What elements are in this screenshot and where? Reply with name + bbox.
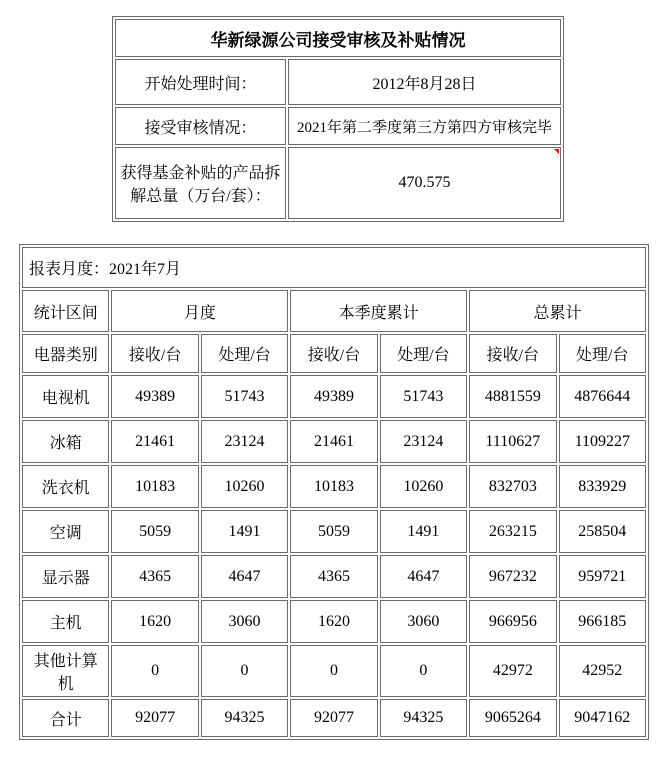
value-cell: 4876644	[559, 375, 646, 418]
value-cell: 1109227	[559, 420, 646, 463]
comment-marker-icon	[554, 149, 559, 154]
value-cell: 3060	[380, 600, 467, 643]
value-cell: 4647	[380, 555, 467, 598]
value-cell: 51743	[201, 375, 288, 418]
table-row	[22, 290, 646, 332]
table-row	[115, 147, 561, 219]
value-cell: 21461	[111, 420, 198, 463]
table-row	[22, 247, 646, 288]
summary-row-value	[288, 147, 561, 219]
value-cell: 9065264	[469, 699, 556, 737]
report-month-cell: 报表月度：2021年7月	[22, 247, 646, 288]
value-cell: 5059	[111, 510, 198, 553]
summary-row-label: 获得基金补贴的产品拆解总量（万台/套）：	[115, 147, 286, 219]
value-cell: 1620	[111, 600, 198, 643]
value-cell: 49389	[290, 375, 377, 418]
value-cell: 10260	[380, 465, 467, 508]
value-cell: 966185	[559, 600, 646, 643]
unit-header-cell: 处理/台	[559, 334, 646, 373]
summary-title: 华新绿源公司接受审核及补贴情况	[115, 19, 561, 57]
value-cell: 9047162	[559, 699, 646, 737]
value-cell: 10260	[201, 465, 288, 508]
value-cell: 92077	[290, 699, 377, 737]
unit-header-cell: 接收/台	[290, 334, 377, 373]
value-cell: 832703	[469, 465, 556, 508]
unit-header-cell: 接收/台	[469, 334, 556, 373]
table-row	[22, 465, 646, 508]
value-cell: 23124	[201, 420, 288, 463]
summary-row-label: 开始处理时间：	[115, 59, 286, 105]
value-cell: 42972	[469, 645, 556, 697]
value-cell: 3060	[201, 600, 288, 643]
table-row	[22, 420, 646, 463]
unit-header-cell: 处理/台	[201, 334, 288, 373]
value-cell: 21461	[290, 420, 377, 463]
group-header-total: 总累计	[469, 290, 646, 332]
summary-row-value: 2021年第二季度第三方第四方审核完毕	[288, 107, 561, 145]
table-row	[115, 107, 561, 145]
monthly-report-table	[19, 244, 649, 740]
table-row	[115, 19, 561, 57]
category-cell: 空调	[22, 510, 109, 553]
table-row	[22, 699, 646, 737]
table-row	[22, 375, 646, 418]
value-cell: 1620	[290, 600, 377, 643]
value-cell: 0	[201, 645, 288, 697]
value-cell: 4881559	[469, 375, 556, 418]
value-cell: 94325	[201, 699, 288, 737]
unit-header-cell: 处理/台	[380, 334, 467, 373]
value-cell: 959721	[559, 555, 646, 598]
unit-header-cell: 接收/台	[111, 334, 198, 373]
category-cell: 主机	[22, 600, 109, 643]
table-row	[22, 510, 646, 553]
value-cell: 1491	[201, 510, 288, 553]
value-cell: 4647	[201, 555, 288, 598]
category-cell: 合计	[22, 699, 109, 737]
stat-interval-header: 统计区间	[22, 290, 109, 332]
value-cell: 49389	[111, 375, 198, 418]
value-cell: 4365	[111, 555, 198, 598]
category-cell: 其他计算机	[22, 645, 109, 697]
value-cell: 833929	[559, 465, 646, 508]
value-cell: 1110627	[469, 420, 556, 463]
table-row	[22, 600, 646, 643]
category-cell: 冰箱	[22, 420, 109, 463]
value-cell: 23124	[380, 420, 467, 463]
value-cell: 94325	[380, 699, 467, 737]
value-cell: 0	[111, 645, 198, 697]
subsidy-total-value: 470.575	[398, 174, 451, 191]
value-cell: 42952	[559, 645, 646, 697]
table-row	[22, 645, 646, 697]
category-cell: 显示器	[22, 555, 109, 598]
group-header-quarter: 本季度累计	[290, 290, 467, 332]
value-cell: 1491	[380, 510, 467, 553]
summary-row-value: 2012年8月28日	[288, 59, 561, 105]
value-cell: 5059	[290, 510, 377, 553]
category-cell: 电视机	[22, 375, 109, 418]
value-cell: 10183	[111, 465, 198, 508]
table-row	[22, 555, 646, 598]
value-cell: 967232	[469, 555, 556, 598]
table-row	[22, 334, 646, 373]
value-cell: 10183	[290, 465, 377, 508]
summary-table	[112, 16, 564, 222]
value-cell: 0	[290, 645, 377, 697]
summary-row-label: 接受审核情况：	[115, 107, 286, 145]
value-cell: 263215	[469, 510, 556, 553]
category-cell: 洗衣机	[22, 465, 109, 508]
value-cell: 92077	[111, 699, 198, 737]
value-cell: 4365	[290, 555, 377, 598]
table-row	[115, 59, 561, 105]
group-header-month: 月度	[111, 290, 288, 332]
value-cell: 966956	[469, 600, 556, 643]
value-cell: 258504	[559, 510, 646, 553]
category-header: 电器类别	[22, 334, 109, 373]
value-cell: 51743	[380, 375, 467, 418]
value-cell: 0	[380, 645, 467, 697]
